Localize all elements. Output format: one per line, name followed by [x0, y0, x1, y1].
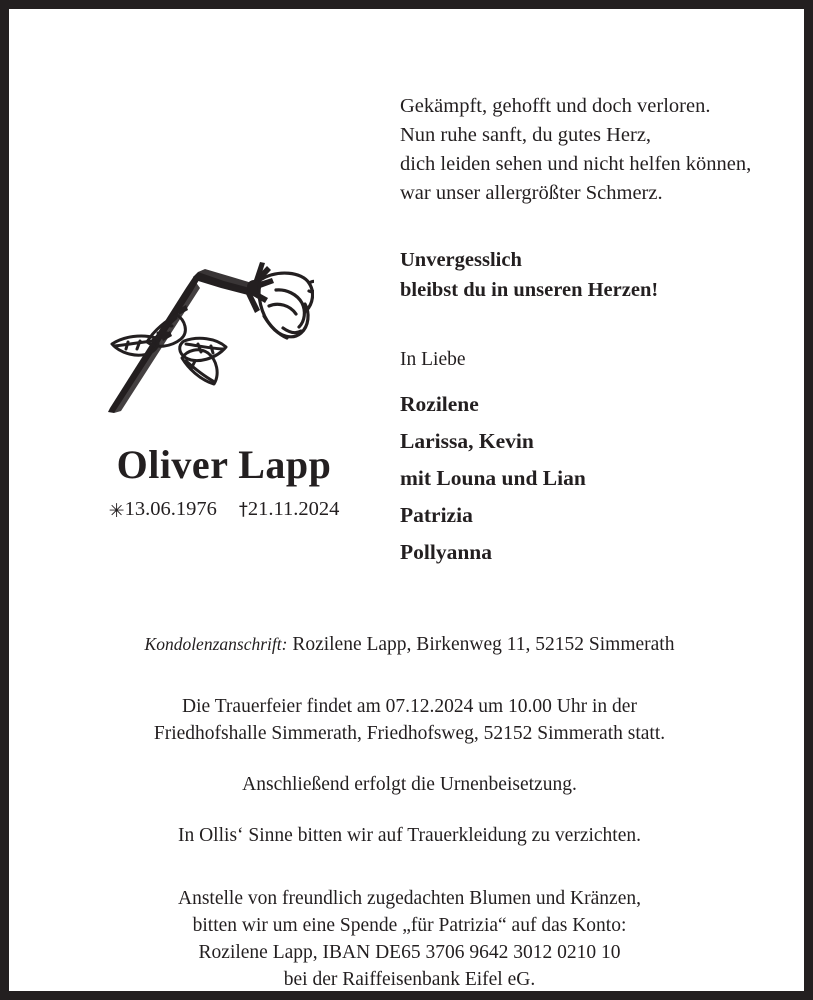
in-love-label: In Liebe	[400, 348, 466, 370]
unforgettable-block	[400, 246, 785, 304]
survivor-name: mit Louna und Lian	[400, 465, 586, 490]
ceremony-line: Die Trauerfeier findet am 07.12.2024 um 10.00 Uhr in der	[182, 696, 637, 718]
condolence-address: Rozilene Lapp, Birkenweg 11, 52152 Simmerath	[292, 634, 675, 655]
deceased-block	[64, 444, 384, 521]
survivor-name: Larissa, Kevin	[400, 428, 534, 453]
rose-illustration	[64, 130, 314, 420]
birth-date: 13.06.1976	[124, 498, 217, 520]
poem-line: war unser allergrößter Schmerz.	[400, 182, 663, 205]
donation-bank-line: bei der Raiffeisenbank Eifel eG.	[283, 968, 536, 990]
donation-line: Anstelle von freundlich zugedachten Blumen und Kränzen,	[178, 887, 641, 909]
survivor-name: Rozilene	[400, 392, 479, 416]
donation-iban-line: Rozilene Lapp, IBAN DE65 3706 9642 3012 0210 10	[198, 941, 621, 963]
birth-symbol-icon: ✳	[108, 500, 125, 522]
life-dates	[64, 498, 384, 521]
donation-block	[42, 886, 777, 994]
poem-line: Gekämpft, gehofft und doch verloren.	[400, 95, 711, 117]
condolence-label: Kondolenzanschrift:	[144, 634, 288, 654]
poem-block	[400, 92, 785, 208]
urn-note	[42, 772, 777, 799]
death-symbol-icon: †	[238, 499, 248, 520]
dress-note-line: In Ollis‘ Sinne bitten wir auf Trauerkleidung zu verzichten.	[177, 825, 642, 847]
poem-line: Nun ruhe sanft, du gutes Herz,	[400, 124, 652, 147]
poem-line: dich leiden sehen und nicht helfen können,	[400, 153, 752, 176]
notice-inner-frame	[9, 9, 804, 991]
dress-note	[42, 823, 777, 850]
unforgettable-line: Unvergesslich	[400, 249, 522, 272]
survivor-name: Patrizia	[400, 502, 473, 527]
death-date: 21.11.2024	[247, 498, 340, 520]
urn-note-line: Anschließend erfolgt die Urnenbeisetzung.	[242, 774, 577, 796]
right-text-column	[400, 92, 785, 571]
survivor-name: Pollyanna	[400, 539, 492, 564]
ceremony-block	[42, 694, 777, 748]
donation-line: bitten wir um eine Spende „für Patrizia“ auf das Konto:	[192, 914, 627, 936]
lower-section	[42, 632, 777, 994]
ceremony-line: Friedhofshalle Simmerath, Friedhofsweg, 52152 Simmerath statt.	[153, 723, 666, 745]
survivors-list	[400, 386, 785, 571]
condolence-line	[42, 632, 777, 658]
deceased-name: Oliver Lapp	[116, 442, 332, 487]
unforgettable-line: bleibst du in unseren Herzen!	[400, 278, 659, 301]
